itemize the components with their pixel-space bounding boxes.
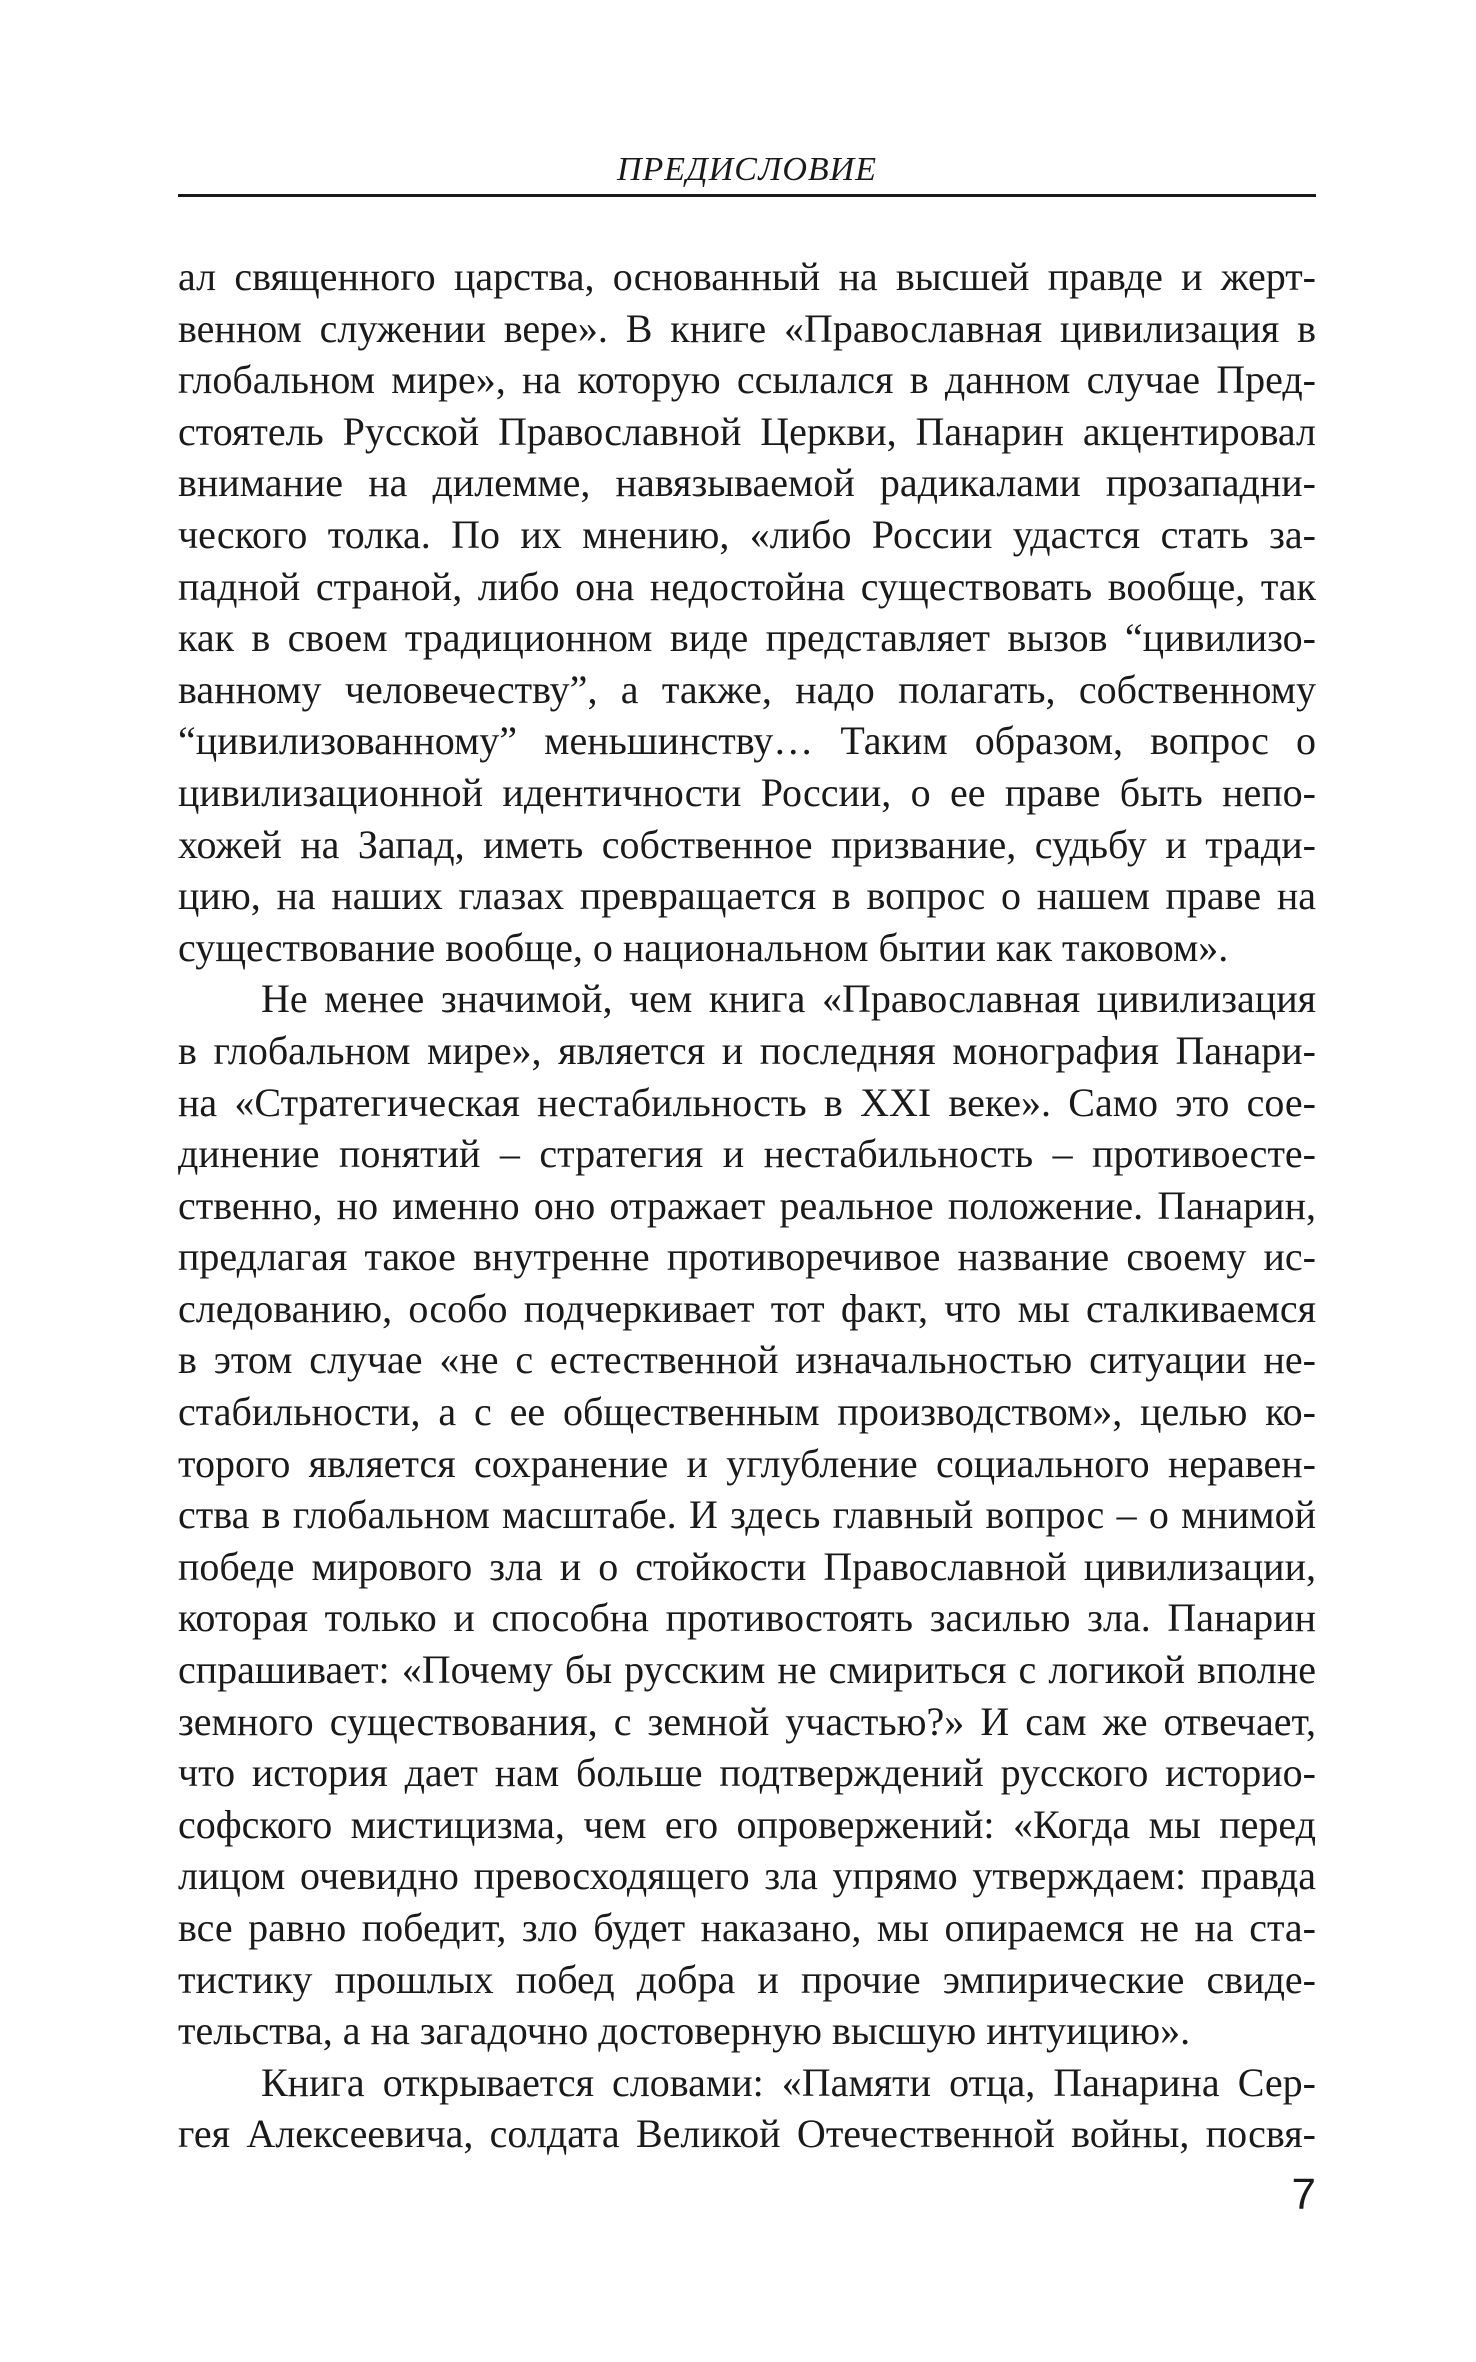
text-line: гея Алексеевича, солдата Великой Отечественной войны, посвя-: [178, 2111, 1316, 2157]
text-line: софского мистицизма, чем его опровержений: «Когда мы перед: [178, 1801, 1316, 1847]
text-line: торого является сохранение и углубление социального неравен-: [178, 1440, 1316, 1486]
text-line: все равно победит, зло будет наказано, мы опираемся не на ста-: [178, 1905, 1316, 1950]
text-line: ственно, но именно оно отражает реальное положение. Панарин,: [178, 1182, 1316, 1228]
text-line: цию, на наших глазах превращается в вопрос о нашем праве на: [178, 873, 1316, 919]
text-line: предлагая такое внутренне противоречивое название своему ис-: [178, 1234, 1316, 1280]
text-line: следованию, особо подчеркивает тот факт, что мы сталкиваемся: [178, 1285, 1316, 1331]
text-line: Книга открывается словами: «Памяти отца, Панарина Сер-: [261, 2059, 1316, 2105]
text-line: спрашивает: «Почему бы русским не смириться с логикой вполне: [178, 1647, 1316, 1693]
running-head-title: ПРЕДИСЛОВИЕ: [616, 151, 878, 188]
body-text: [178, 251, 1316, 2160]
text-line: ал священного царства, основанный на высшей правде и жерт-: [178, 254, 1316, 299]
text-line: на «Стратегическая нестабильность в XXI веке». Само это сое-: [178, 1079, 1316, 1125]
text-line: стоятель Русской Православной Церкви, Панарин акцентировал: [178, 408, 1316, 454]
text-line: победе мирового зла и о стойкости Православной цивилизации,: [178, 1543, 1316, 1589]
text-line: хожей на Запад, иметь собственное призвание, судьбу и тради-: [178, 821, 1316, 867]
text-line: Не менее значимой, чем книга «Православная цивилизация: [261, 976, 1316, 1022]
text-line: динение понятий – стратегия и нестабильность – противоесте-: [178, 1131, 1316, 1177]
text-line: венном служении вере». В книге «Православная цивилизация в: [178, 305, 1316, 351]
header-rule: [178, 194, 1316, 197]
text-line: земного существования, с земной участью?» И сам же отвечает,: [178, 1698, 1316, 1744]
text-line: глобальном мире», на которую ссылался в данном случае Пред-: [178, 357, 1316, 403]
text-line: цивилизационной идентичности России, о ее праве быть непо-: [178, 769, 1316, 815]
text-line: внимание на дилемме, навязываемой радикалами прозападни-: [178, 460, 1316, 506]
text-line: тельства, а на загадочно достоверную высшую интуицию».: [178, 2008, 1191, 2054]
text-line: ванному человечеству”, а также, надо полагать, собственному: [178, 666, 1316, 712]
text-line: падной страной, либо она недостойна существовать вообще, так: [178, 563, 1316, 609]
text-line: лицом очевидно превосходящего зла упрямо утверждаем: правда: [178, 1853, 1316, 1899]
text-line: как в своем традиционном виде представляет вызов “цивилизо-: [178, 615, 1316, 661]
text-line: стабильности, а с ее общественным производством», целью ко-: [178, 1389, 1316, 1435]
page-number: 7: [1291, 2170, 1316, 2219]
text-line: которая только и способна противостоять засилью зла. Панарин: [178, 1595, 1316, 1641]
text-line: “цивилизованному” меньшинству… Таким образом, вопрос о: [178, 718, 1316, 764]
text-line: ства в глобальном масштабе. И здесь главный вопрос – о мнимой: [178, 1492, 1316, 1538]
text-line: что история дает нам больше подтверждений русского историо-: [178, 1750, 1316, 1796]
text-line: ческого толка. По их мнению, «либо России удастся стать за-: [178, 511, 1316, 557]
text-line: тистику прошлых побед добра и прочие эмпирические свиде-: [178, 1956, 1316, 2002]
text-line: в глобальном мире», является и последняя монография Панари-: [178, 1027, 1316, 1073]
text-line: существование вообще, о национальном бытии как таковом».: [178, 924, 1229, 970]
text-line: в этом случае «не с естественной изначальностью ситуации не-: [178, 1337, 1316, 1383]
